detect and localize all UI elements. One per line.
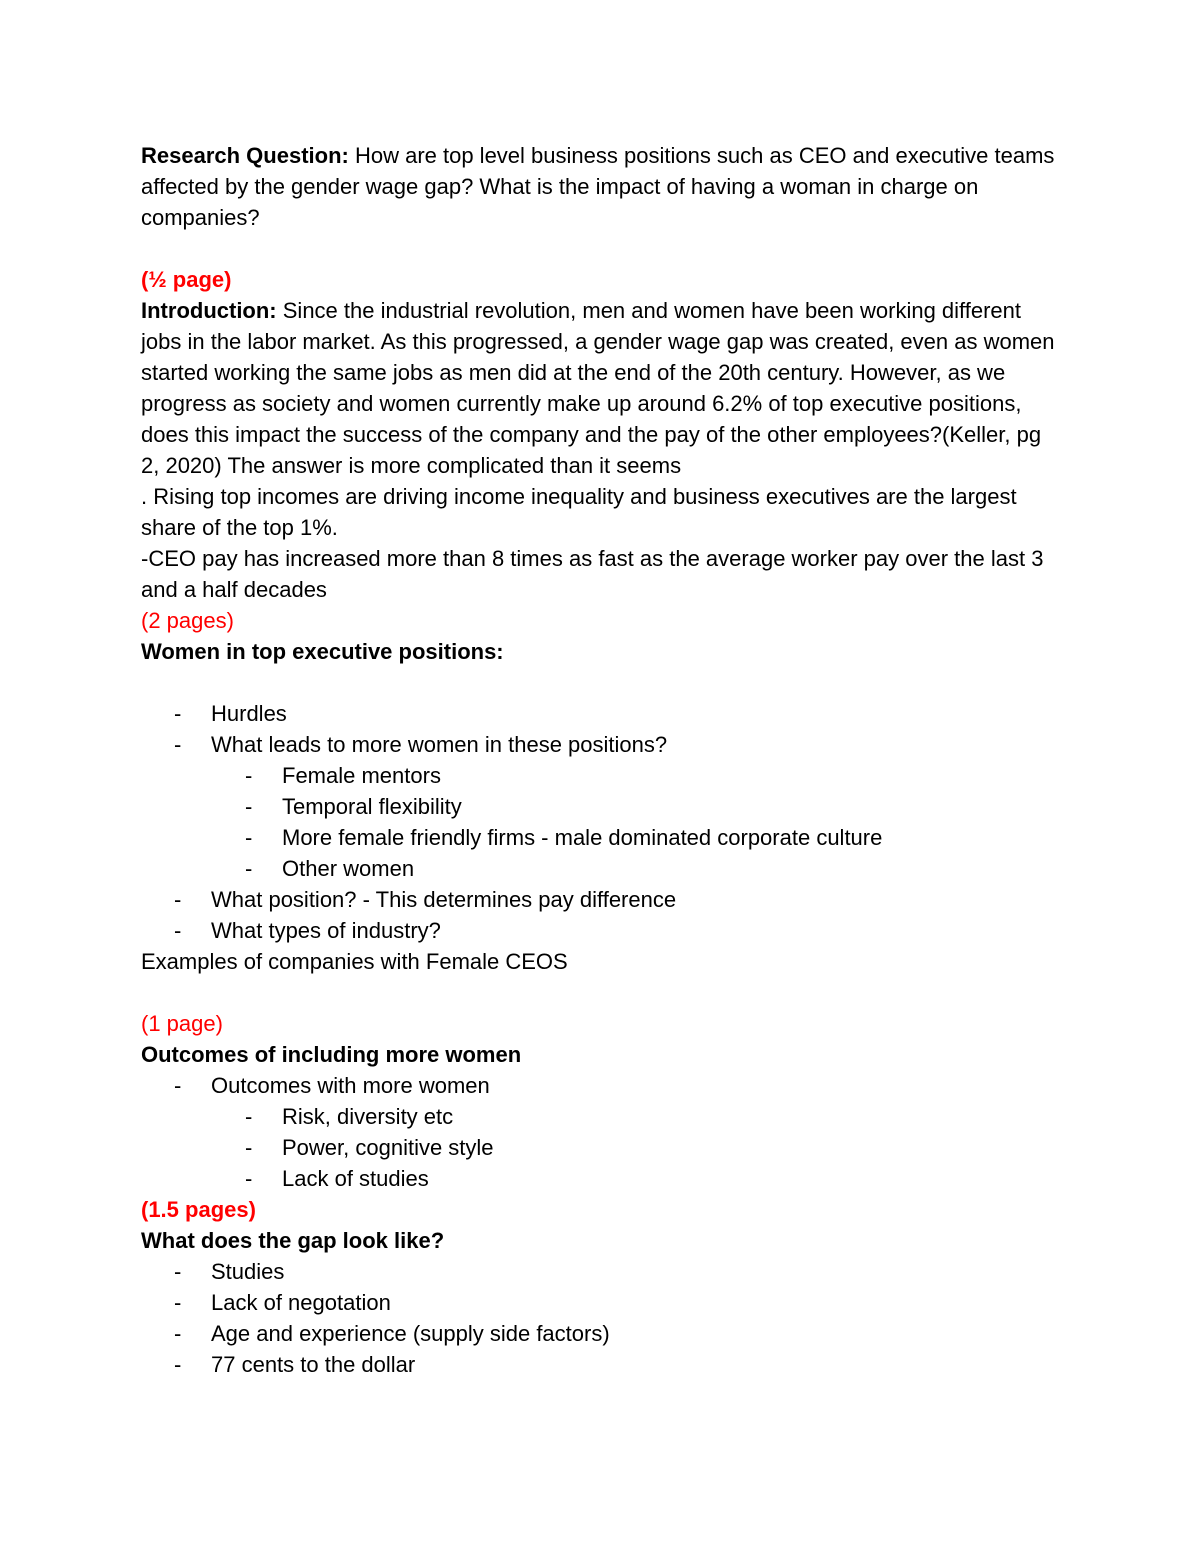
research-question-text: How are top level business positions such as CEO and executive teams affected by the gender wage gap? What is the impact of having a woman in charge on companies?: [141, 143, 1055, 230]
sub-list-item: - Lack of studies: [141, 1163, 1061, 1194]
list-item: - Outcomes with more women: [141, 1070, 1061, 1101]
bullet-dash: -: [174, 1321, 182, 1346]
bullet-dash: -: [174, 918, 182, 943]
bullet-dash: -: [245, 825, 253, 850]
introduction-paragraph: [141, 295, 1061, 481]
bullet-dash: -: [174, 887, 182, 912]
sub-list-item: - More female friendly firms - male dominated corporate culture: [141, 822, 1061, 853]
bullet-dash: -: [245, 1135, 253, 1160]
sub-list-item: - Risk, diversity etc: [141, 1101, 1061, 1132]
research-question-paragraph: [141, 140, 1061, 233]
women-section-length-note: (2 pages): [141, 608, 234, 633]
gap-section-length-note: (1.5 pages): [141, 1197, 256, 1222]
blank-line: [141, 977, 1061, 1008]
bullet-dash: -: [174, 732, 182, 757]
outcomes-section-list: [141, 1070, 1061, 1194]
bullet-dash: -: [174, 701, 182, 726]
blank-line: [141, 667, 1061, 698]
sub-list-item: - Other women: [141, 853, 1061, 884]
bullet-dash: -: [174, 1073, 182, 1098]
gap-section-heading: What does the gap look like?: [141, 1228, 445, 1253]
sub-list-item: - Power, cognitive style: [141, 1132, 1061, 1163]
list-item: - What types of industry?: [141, 915, 1061, 946]
examples-line: Examples of companies with Female CEOS: [141, 949, 568, 974]
bullet-dash: -: [245, 763, 253, 788]
bullet-dash: -: [245, 856, 253, 881]
bullet-dash: -: [245, 794, 253, 819]
bullet-dash: -: [174, 1352, 182, 1377]
list-item: - 77 cents to the dollar: [141, 1349, 1061, 1380]
introduction-text: Since the industrial revolution, men and women have been working different jobs in the labor market. As this progressed, a gender wage gap was created, even as women started working the same jobs as men did at the end of the 20th century. However, as we progress as society and women currently make up around 6.2% of top executive positions, does this impact the success of the company and the pay of the other employees?(Keller, pg 2, 2020) The answer is more complicated than it seems: [141, 298, 1055, 478]
list-item: - What leads to more women in these positions?: [141, 729, 1061, 760]
women-section-list: [141, 698, 1061, 946]
outcomes-section-length-note: (1 page): [141, 1011, 223, 1036]
list-item: - Hurdles: [141, 698, 1061, 729]
bullet-dash: -: [245, 1166, 253, 1191]
document-page: [141, 140, 1061, 1380]
introduction-note-income: . Rising top incomes are driving income inequality and business executives are the largest share of the top 1%.: [141, 484, 1017, 540]
sub-list-item: - Temporal flexibility: [141, 791, 1061, 822]
intro-length-note: (½ page): [141, 267, 232, 292]
list-item: - What position? - This determines pay difference: [141, 884, 1061, 915]
gap-section-list: [141, 1256, 1061, 1380]
blank-line: [141, 233, 1061, 264]
research-question-label: Research Question:: [141, 143, 349, 168]
list-item: - Lack of negotation: [141, 1287, 1061, 1318]
bullet-dash: -: [174, 1290, 182, 1315]
bullet-dash: -: [245, 1104, 253, 1129]
outcomes-section-heading: Outcomes of including more women: [141, 1042, 522, 1067]
introduction-label: Introduction:: [141, 298, 277, 323]
women-section-heading: Women in top executive positions:: [141, 639, 504, 664]
bullet-dash: -: [174, 1259, 182, 1284]
introduction-note-ceo-pay: -CEO pay has increased more than 8 times as fast as the average worker pay over the last 3 and a half decades: [141, 546, 1044, 602]
list-item: - Studies: [141, 1256, 1061, 1287]
list-item: - Age and experience (supply side factors): [141, 1318, 1061, 1349]
sub-list-item: - Female mentors: [141, 760, 1061, 791]
